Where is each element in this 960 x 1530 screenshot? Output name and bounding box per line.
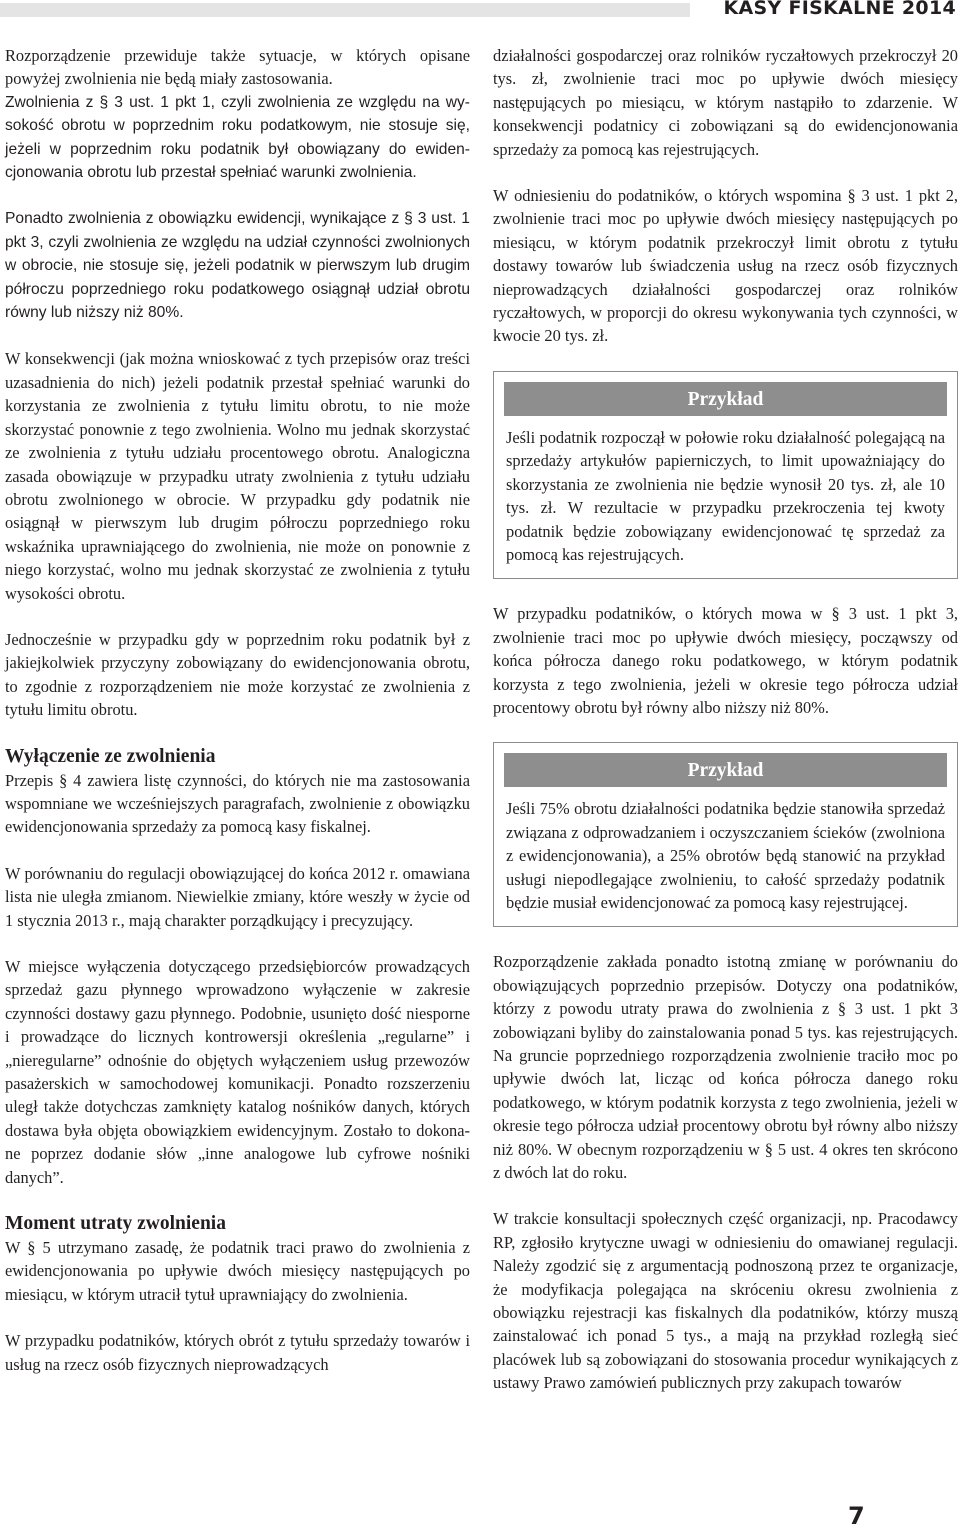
example-text: Jeśli 75% obrotu działalności podatnika będzie stanowiła sprzedaż związana z odprowadzaniem i oczyszczaniem ścieków (zwolniona z ewidencjonowania), a 25% obrotów będą stanowić na przykład usługi niepodlegające zwolnieniu, to całość sprzedaży podatnik będzie musiał ewidencjonować za pomocą kasy rejestrującej. xyxy=(506,799,945,912)
section-heading: Moment utraty zwolnienia xyxy=(5,1213,226,1235)
paragraph: Przepis § 4 zawiera listę czynności, do których nie ma zastosowania wspomniane we wcześniejszych paragrafach, zwolnienie z obowiązku ewidencjonowania sprzedaży za pomocą kasy fiskalnej. xyxy=(5,770,470,837)
header-title: KASY FISKALNE 2014 xyxy=(723,0,956,19)
page-header xyxy=(0,0,960,20)
paragraph: W przypadku podatników, o których mowa w § 3 ust. 1 pkt 3, zwolnienie traci moc po upływie dwóch miesięcy, począwszy od końca półrocza danego roku podatkowego, w którym podatnik korzysta z tego zwolnienia, jeżeli w okresie tego półrocza udział procentowy obrotu był równy albo niższy niż 80%. xyxy=(493,604,958,717)
paragraph: Rozporządzenie przewiduje także sytuacje, w których opisane powyżej zwolnienia nie będą miały zastosowania. xyxy=(5,46,470,89)
example-box xyxy=(493,371,958,579)
paragraph: W porównaniu do regulacji obowiązującej do końca 2012 r. omawiana lista nie uległa zmianom. Niewielkie zmiany, które weszły w życie od 1 stycznia 2013 r., mają charakter porządkujący i precyzujący. xyxy=(5,863,470,930)
page-number: 7 xyxy=(848,1502,865,1530)
paragraph: W trakcie konsultacji społecznych część organizacji, np. Pracodawcy RP, zgłosiło krytyczne uwagi w odniesieniu do omawianej regulacji. Należy zgodzić się z argumentacją podnoszoną przez te organizacje, że modyfikacja polegająca na skróceniu okresu zwolnienia z obowiązku rejestracji kas fiskalnych dla podatników, którzy muszą zainstalować ich ponad 5 tys., a mają na przykład rozległą sieć placówek lub są zobowiązani do stosowania procedur wynikających z ustawy Prawo zamówień publicznych przy zakupach towarów xyxy=(493,1209,958,1393)
paragraph: W odniesieniu do podatników, o których wspomina § 3 ust. 1 pkt 2, zwolnienie traci moc po upływie dwóch miesięcy następujących po miesiącu, w którym podatnik przekroczył limit obrotu z tytułu dostawy towarów lub świadczenia usług na rzecz osób fizycznych nieprowadzących działalności gospodarczej oraz rolników ryczałtowych, w proporcji do okresu wykonywania tych czynności, w kwocie 20 tys. zł. xyxy=(493,186,958,346)
section-heading: Wyłączenie ze zwolnienia xyxy=(5,745,216,767)
right-column xyxy=(493,44,958,1418)
paragraph: Jednocześnie w przypadku gdy w poprzednim roku podatnik był z jakiejkolwiek przyczyny zobowiązany do ewidencjonowania obrotu, to zgodnie z rozporządzeniem nie może korzystać ze zwolnienia z tytułu limitu obrotu. xyxy=(5,629,470,720)
paragraph: działalności gospodarczej oraz rolników ryczałtowych przekroczył 20 tys. zł, zwolnienie traci moc po upływie dwóch miesięcy następujących po miesiącu, w którym nastąpiło to zdarzenie. W konsekwencji podatnicy ci zobowiązani są do ewidencjonowania sprzedaży za pomocą kas rejestrujących. xyxy=(493,46,958,159)
example-title: Przykład xyxy=(504,753,947,787)
header-rule xyxy=(0,3,690,17)
paragraph: W konsekwencji (jak można wnioskować z tych przepisów oraz treści uzasadnienia do nich) jeżeli podatnik przestał spełniać warunki do korzystania ze zwolnienia z tytułu limitu obrotu, to nie może skorzystać ponownie z tego zwolnienia. Wolno mu jednak skorzystać ze zwolnienia z tytułu udziału procentowego obrotu. Analogiczna zasada obowiązuje w przypadku utraty zwolnienia z tytułu udziału obrotu zwolnionego w obrocie. W przypadku gdy podatnik nie osiągnął w pierwszym lub drugim półroczu poprzedniego roku wskaźnika uprawniającego do zwolnienia, nie może on ponownie z niego korzystać, wolno mu jednak skorzystać ze zwolnienia z tytułu wysokości obrotu. xyxy=(5,349,470,603)
paragraph: Ponadto zwolnienia z obowiązku ewidencji, wynikające z § 3 ust. 1 pkt 3, czyli zwolnienia ze względu na udział czynności zwolnionych w obrocie, nie stosuje się, jeżeli podatnik w pierwszym lub drugim półroczu poprzedniego roku podatkowego osiągnął udział obrotu równy lub niższy niż 80%. xyxy=(5,210,470,322)
example-title: Przykład xyxy=(504,382,947,416)
paragraph: W miejsce wyłączenia dotyczącego przedsiębiorców prowadzących sprzedaż gazu płynnego wprowadzono wyłączenie w zakresie czynności dostawy gazu płynnego. Podobnie, usunięto dość niesporne i prowadzące do licznych kontrowersji określenia „regularne” i „nieregularne” odnośnie do objętych wyłączeniem usług przewozów pasażerskich w samochodowej komunikacji. Ponadto rozszerzeniu uległ także dotychczas zamknięty katalog nośników danych, których dostawa była objęta obowiązkiem ewidencyjnym. Zostało to dokonane poprzez dodanie słów „inne analogowe lub cyfrowe nośniki danych”. xyxy=(5,957,470,1187)
paragraph: W przypadku podatników, których obrót z tytułu sprzedaży towarów i usług na rzecz osób fizycznych nieprowadzących xyxy=(5,1331,470,1374)
example-text: Jeśli podatnik rozpoczął w połowie roku działalność polegającą na sprzedaży artykułów papierniczych, to limit upoważniający do skorzystania ze zwolnienia nie będzie wynosił 20 tys. zł, ale 10 tys. zł. W rezultacie w przypadku przekroczenia tej kwoty podatnik będzie zobowiązany ewidencjonować tę sprzedaż za pomocą kas rejestrujących. xyxy=(506,427,945,564)
left-column xyxy=(5,44,470,1399)
example-box xyxy=(493,742,958,927)
paragraph: W § 5 utrzymano zasadę, że podatnik traci prawo do zwolnienia z ewidencjonowania po upływie dwóch miesięcy następujących po miesiącu, w którym utracił tytuł uprawniający do zwolnienia. xyxy=(5,1238,470,1304)
paragraph: Rozporządzenie zakłada ponadto istotną zmianę w porównaniu do obowiązujących poprzednio przepisów. Dotyczy ona podatników, którzy z powodu utraty prawa do zwolnienia z § 3 ust. 1 pkt 3 zobowiązani byliby do zainstalowania ponad 5 tys. kas rejestrujących. Na gruncie poprzedniego rozporządzenia zwolnienie traciło moc po upływie dwóch lat, licząc od końca półrocza danego roku podatkowego, w którym podatnik korzysta z tego zwolnienia, jeżeli w okresie tego półrocza udział procentowy obrotu był równy albo niższy niż 80%. W obecnym rozporządzeniu w § 5 ust. 4 okres ten skrócono z dwóch lat do roku. xyxy=(493,952,958,1183)
paragraph: Zwolnienia z § 3 ust. 1 pkt 1, czyli zwolnienia ze względu na wysokość obrotu w poprzednim roku podatkowym, nie stosuje się, jeżeli w poprzednim roku podatnik był obowiązany do ewidencjonowania obrotu lub przestał spełniać warunki zwolnienia. xyxy=(5,93,470,182)
